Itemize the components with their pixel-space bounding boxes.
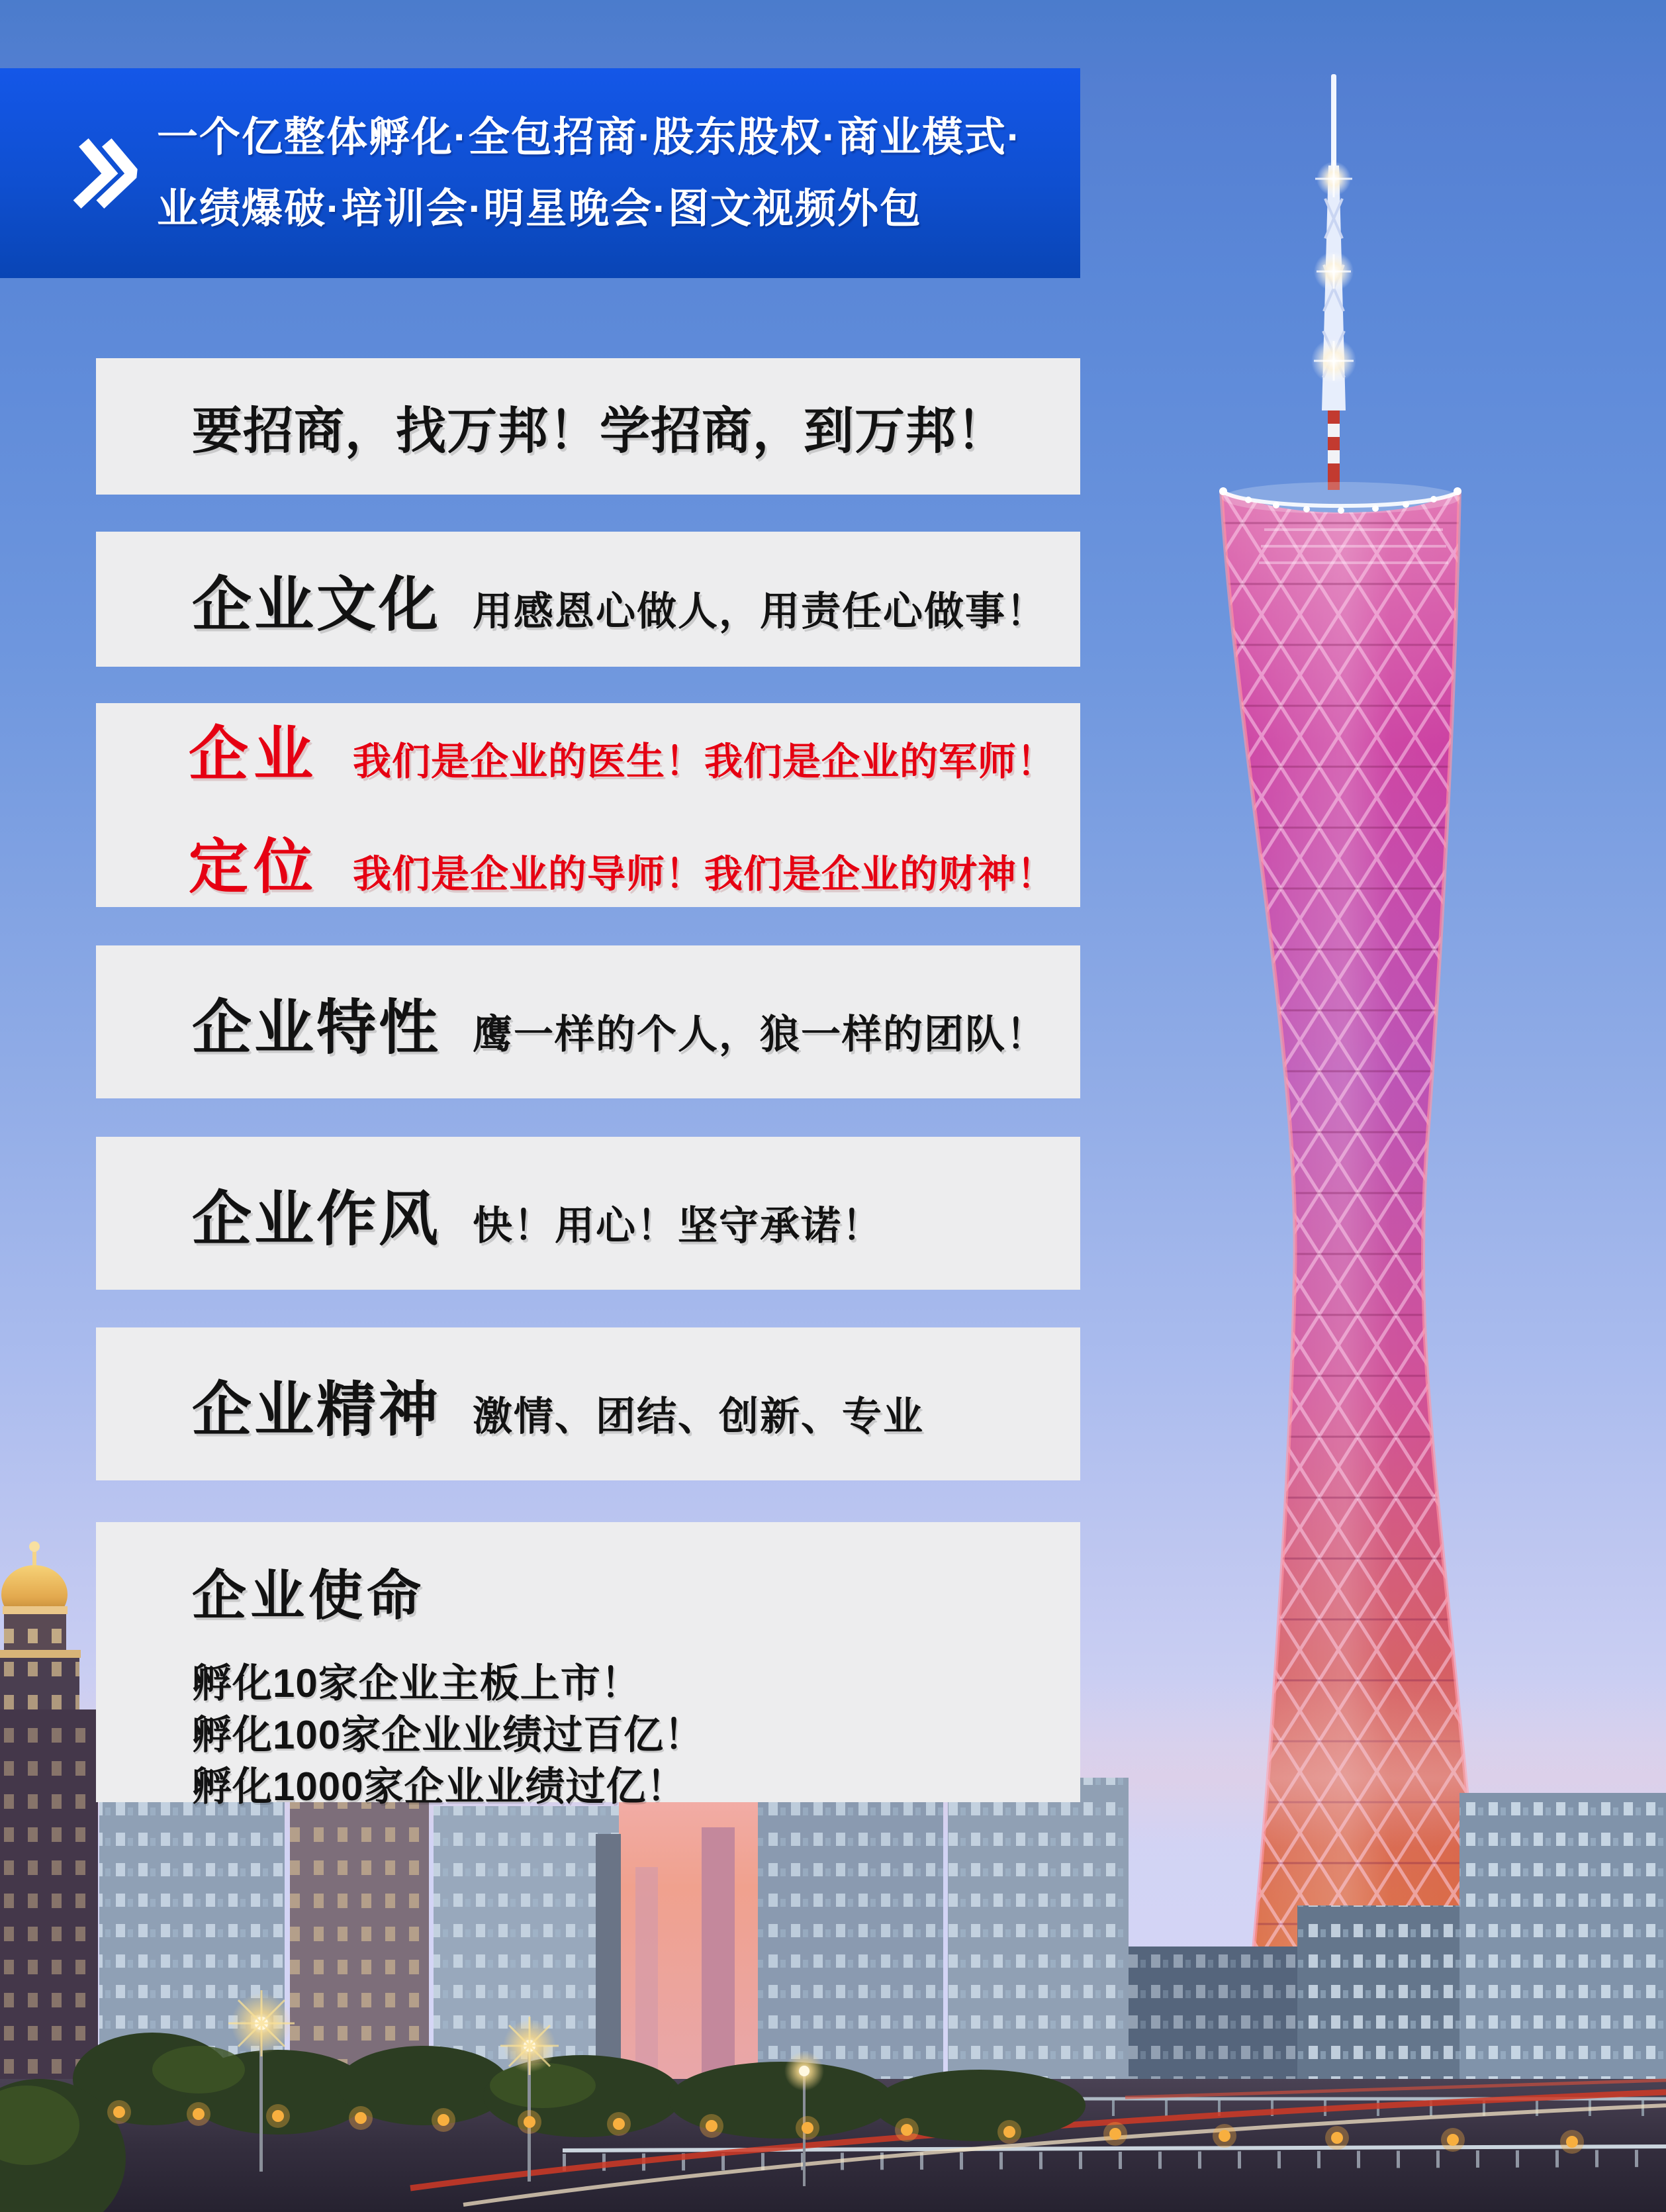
double-chevron-right-icon (70, 133, 142, 214)
mission-title: 企业使命 (192, 1566, 426, 1626)
positioning-label-line1: 企业 (189, 722, 318, 788)
slogan-panel (96, 358, 1080, 495)
style-label: 企业作风 (192, 1186, 441, 1253)
mission-item: 孵化1000家企业业绩过亿！ (192, 1764, 687, 1809)
positioning-row1: 我们是企业的医生！我们是企业的军师！ (353, 740, 1056, 783)
style-text: 快！用心！坚守承诺！ (473, 1203, 883, 1248)
banner-text (157, 102, 1022, 245)
mission-item: 孵化10家企业主板上市！ (192, 1661, 641, 1706)
header-banner (0, 68, 1080, 278)
positioning-panel (96, 703, 1080, 907)
character-panel (96, 945, 1080, 1098)
slogan-text: 要招商，找万邦！学招商，到万邦！ (192, 403, 1007, 459)
spirit-text: 激情、团结、创新、专业 (473, 1394, 924, 1439)
banner-line2: 业绩爆破·培训会·明星晚会·图文视频外包 (157, 185, 922, 232)
culture-text: 用感恩心做人，用责任心做事！ (473, 589, 1047, 634)
banner-line1: 一个亿整体孵化·全包招商·股东股权·商业模式· (157, 114, 1022, 160)
culture-panel (96, 532, 1080, 667)
mission-list (192, 1658, 1080, 1813)
style-panel (96, 1137, 1080, 1290)
spirit-label: 企业精神 (192, 1376, 441, 1443)
mission-panel (96, 1522, 1080, 1809)
mission-item: 孵化100家企业业绩过百亿！ (192, 1713, 705, 1757)
culture-label: 企业文化 (192, 572, 441, 638)
spirit-panel (96, 1327, 1080, 1480)
character-label: 企业特性 (192, 994, 441, 1061)
character-text: 鹰一样的个人，狼一样的团队！ (473, 1012, 1047, 1057)
positioning-label-line2: 定位 (189, 834, 318, 900)
positioning-row2: 我们是企业的导师！我们是企业的财神！ (353, 853, 1056, 896)
